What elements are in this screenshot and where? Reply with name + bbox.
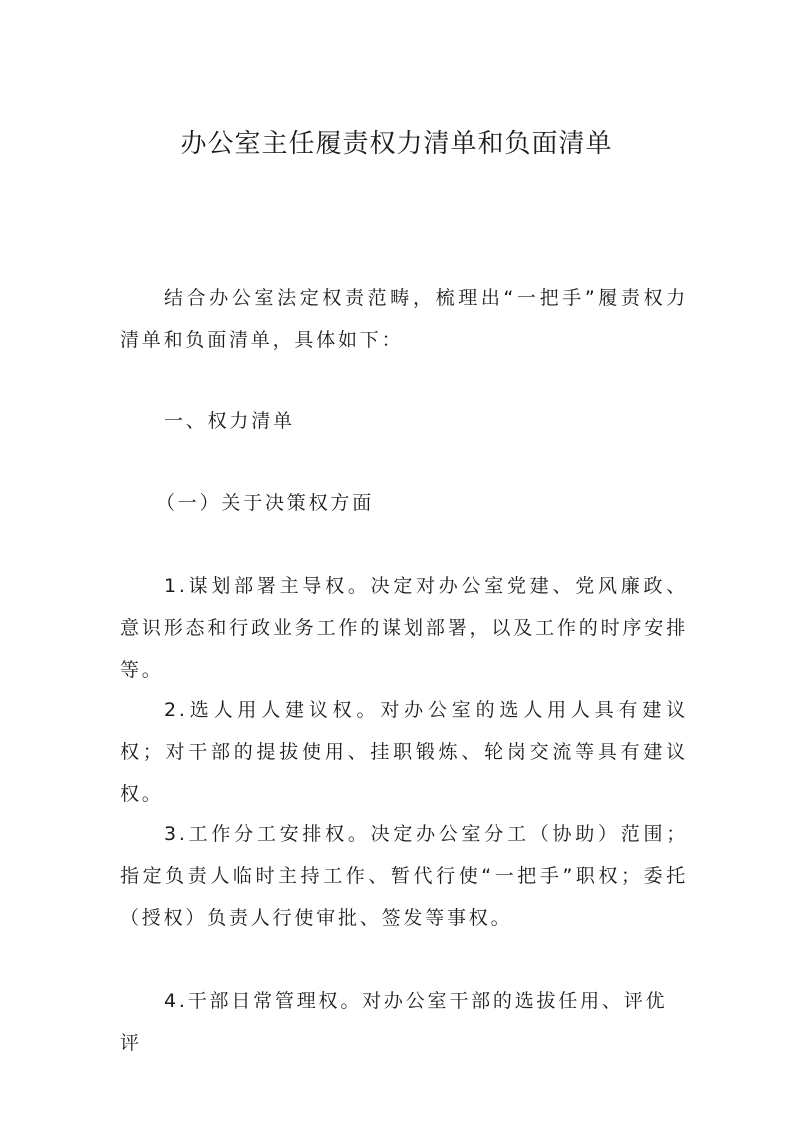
subsection-heading-decision bbox=[120, 482, 688, 524]
subsection-heading-text: （一）关于决策权方面 bbox=[156, 492, 375, 514]
item-text: 谋划部署主导权。决定对办公室党建、党风廉政、意识形态和行政业务工作的谋划部署，以及工作的时序安排等。 bbox=[120, 575, 688, 681]
section-heading-power-list bbox=[120, 400, 688, 442]
item-text: 干部日常管理权。对办公室干部的选拔任用、评优评 bbox=[120, 990, 668, 1054]
list-item-1 bbox=[120, 565, 688, 691]
section-heading-text: 一、权力清单 bbox=[164, 410, 295, 432]
item-number: 2. bbox=[164, 699, 188, 721]
list-item-2 bbox=[120, 689, 688, 815]
list-item-3 bbox=[120, 813, 688, 939]
item-text: 选人用人建议权。对办公室的选人用人具有建议权；对干部的提拔使用、挂职锻炼、轮岗交流等具有建议权。 bbox=[120, 699, 688, 805]
item-number: 3. bbox=[164, 823, 188, 845]
item-number: 1. bbox=[164, 575, 188, 597]
intro-text: 结合办公室法定权责范畴，梳理出“一把手”履责权力清单和负面清单，具体如下： bbox=[120, 287, 688, 351]
list-item-4 bbox=[120, 980, 688, 1064]
item-text: 工作分工安排权。决定办公室分工（协助）范围；指定负责人临时主持工作、暂代行使“一把手”职权；委托（授权）负责人行使审批、签发等事权。 bbox=[120, 823, 688, 929]
document-title: 办公室主任履责权力清单和负面清单 bbox=[180, 129, 613, 159]
item-number: 4. bbox=[164, 990, 188, 1012]
intro-paragraph bbox=[120, 277, 688, 361]
